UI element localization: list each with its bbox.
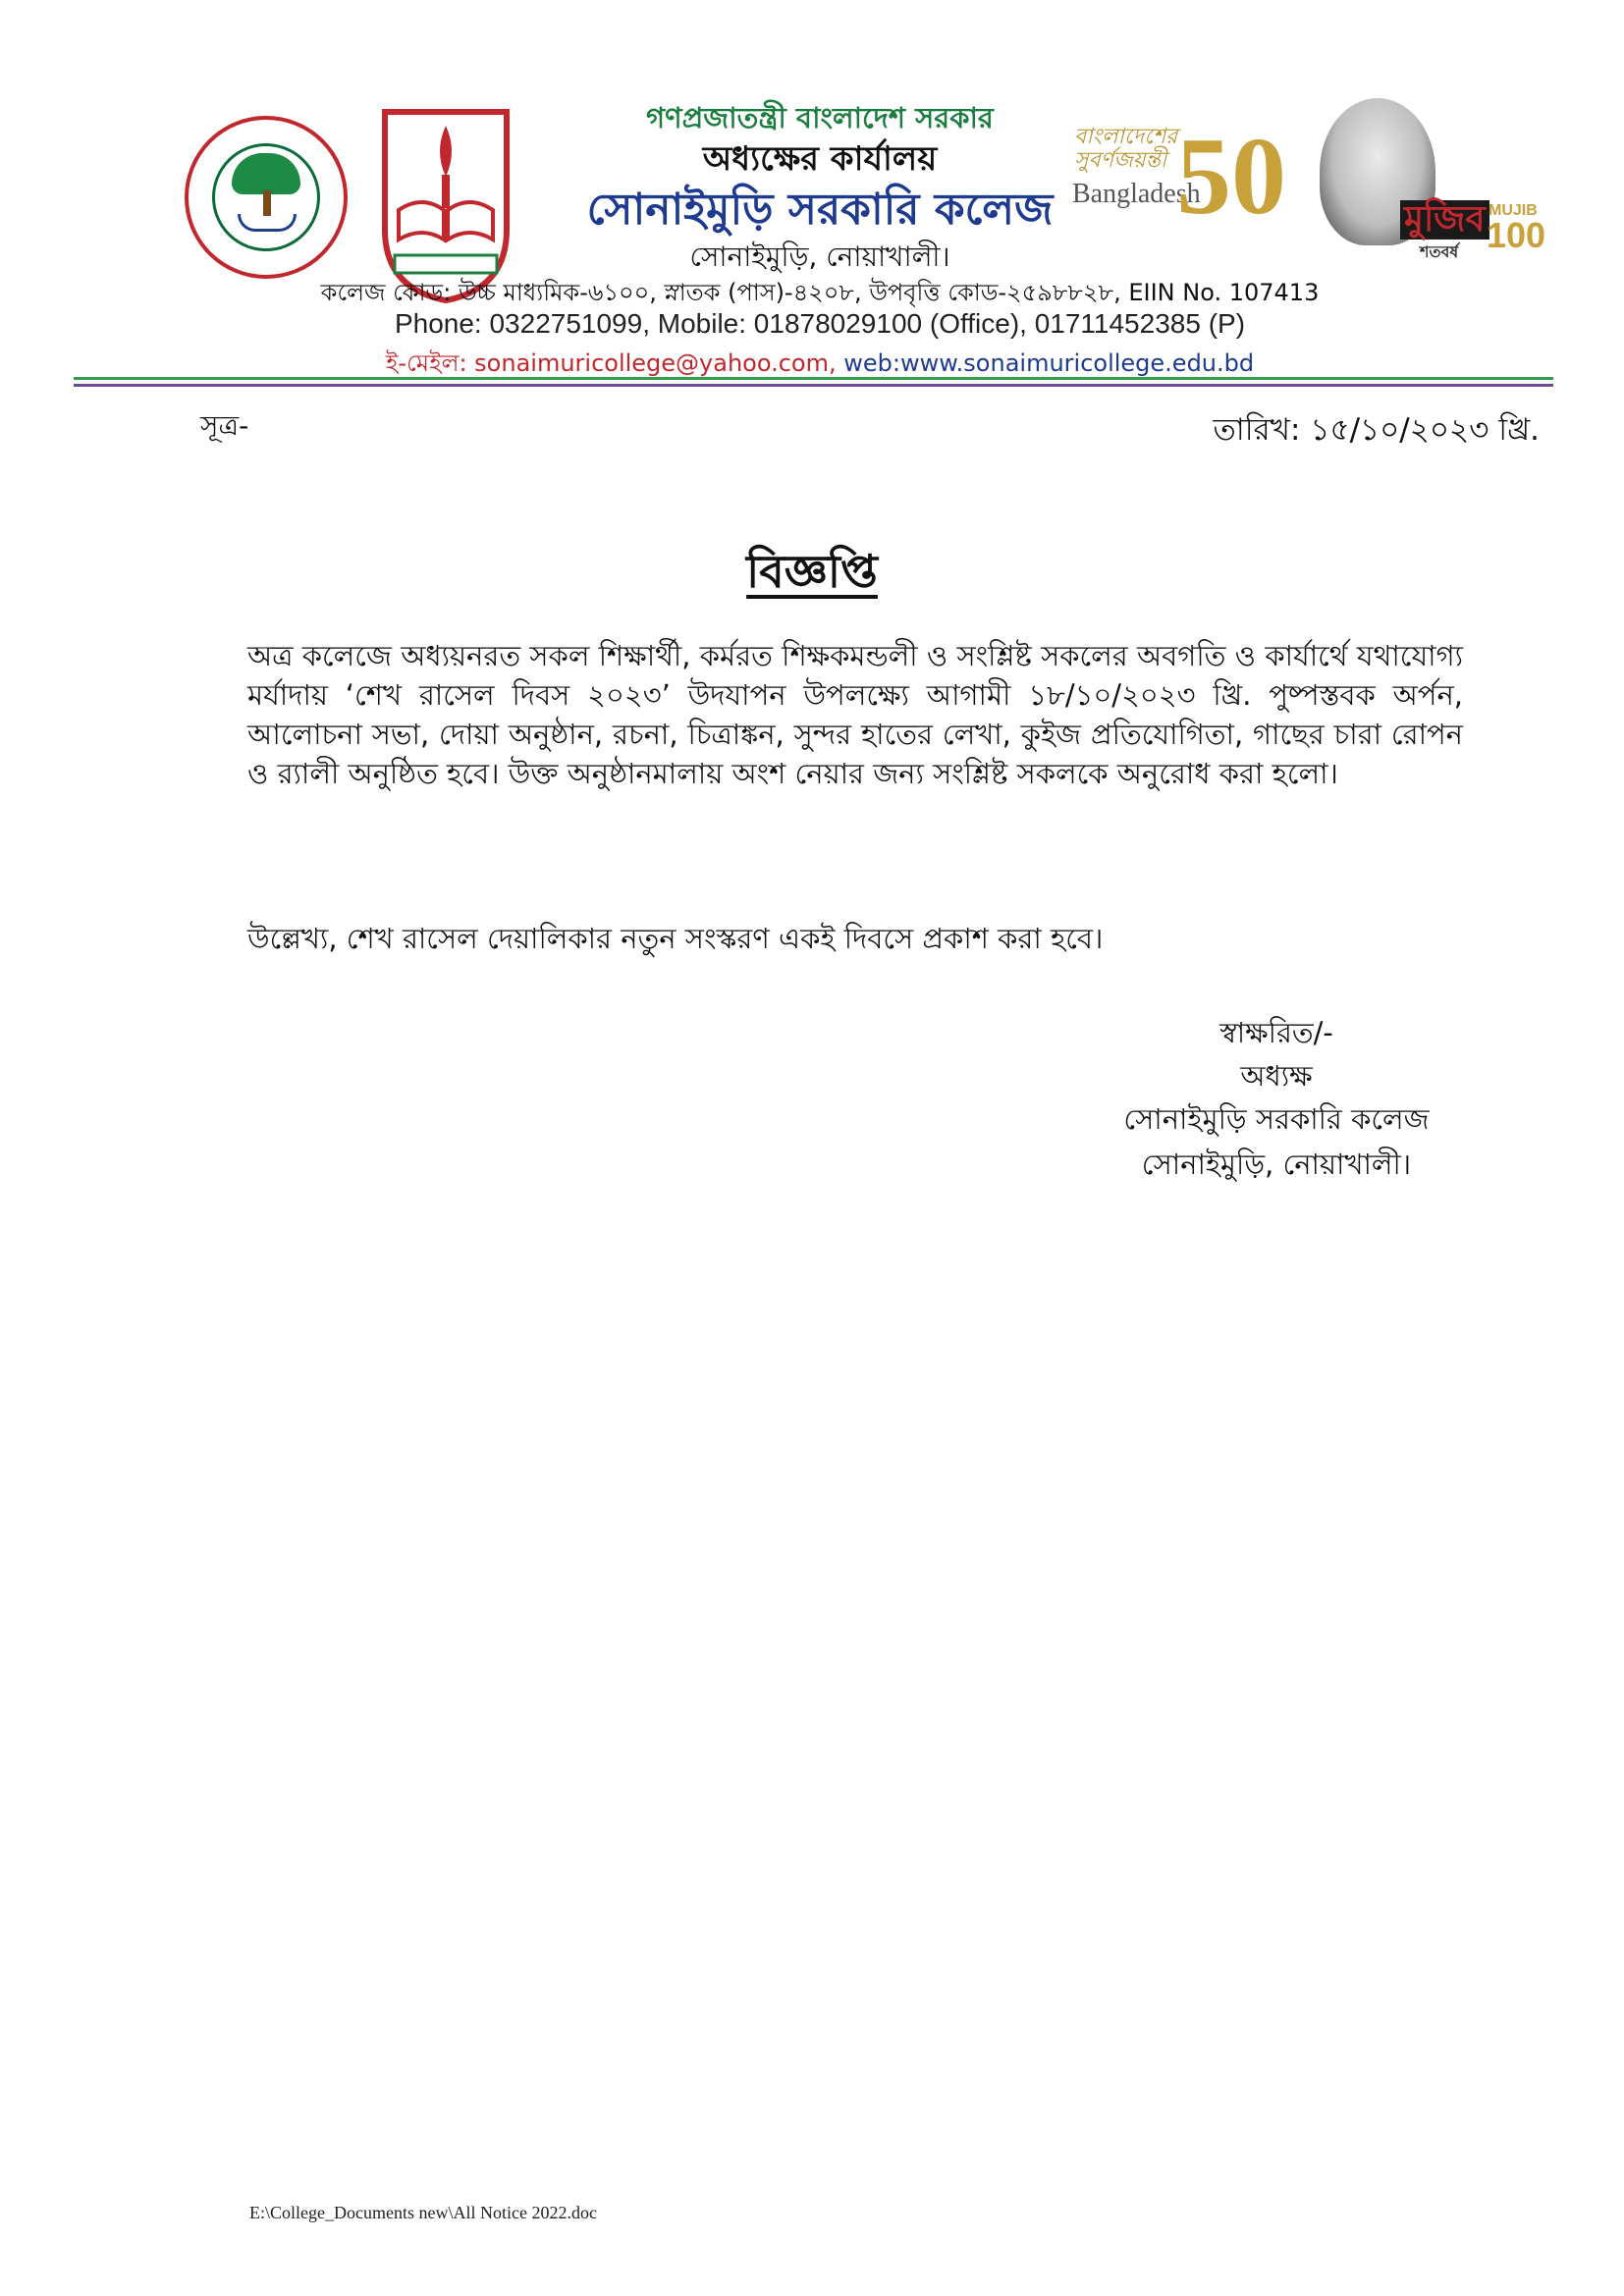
- signature-signed: স্বাক্ষরিত/-: [1219, 1016, 1333, 1049]
- header-email[interactable]: ই-মেইল: sonaimuricollege@yahoo.com,: [385, 349, 837, 377]
- notice-title-text: বিজ্ঞপ্তি: [746, 545, 878, 598]
- notice-title: [0, 538, 1624, 613]
- golden-jubilee-bn: বাংলাদেশের সুবর্ণজয়ন্তী: [1074, 125, 1178, 174]
- signature-role: অধ্যক্ষ: [1240, 1059, 1313, 1093]
- golden-jubilee-number: 50: [1176, 116, 1286, 238]
- reference-label: সূত্র-: [200, 409, 249, 442]
- header-web[interactable]: web:www.sonaimuricollege.edu.bd: [836, 349, 1255, 377]
- signature-college: সোনাইমুড়ি সরকারি কলেজ: [1123, 1102, 1430, 1136]
- mujib-number: 100: [1487, 215, 1546, 255]
- signature-place: সোনাইমুড়ি, নোয়াখালী।: [1141, 1148, 1412, 1181]
- tree-trunk-icon: [263, 190, 271, 216]
- notice-note: উল্লেখ্য, শেখ রাসেল দেয়ালিকার নতুন সংস্করণ একই দিবসে প্রকাশ করা হবে।: [247, 922, 1104, 955]
- footer-file-path: E:\College_Documents new\All Notice 2022.doc: [249, 2203, 597, 2222]
- header-codes: কলেজ কোড: উচ্চ মাধ্যমিক-৬১০০, স্নাতক (পাস)-৪২০৮, উপবৃত্তি কোড-২৫৯৮৮২৮, EIIN No. 107413: [320, 279, 1320, 306]
- book-icon: [238, 214, 297, 232]
- notice-date: তারিখ: ১৫/১০/২০২৩ খ্রি.: [1213, 412, 1540, 448]
- mujib-sub-text: শতবর্ষ: [1420, 242, 1459, 261]
- mujib-en-text: MUJIB: [1489, 202, 1538, 219]
- header-divider-green: [74, 377, 1553, 380]
- header-phone: Phone: 0322751099, Mobile: 01878029100 (Office), 01711452385 (P): [394, 308, 1246, 339]
- header-college-name: সোনাইমুড়ি সরকারি কলেজ: [586, 185, 1054, 235]
- notice-body: অত্র কলেজে অধ্যয়নরত সকল শিক্ষার্থী, কর্মরত শিক্ষকমন্ডলী ও সংশ্লিষ্ট সকলের অবগতি ও কার্যার্থে যথাযোগ্য মর্যাদায় ‘শেখ রাসেল দিবস ২০২৩’ উদযাপন উপলক্ষ্যে আগামী ১৮/১০/২০২৩ খ্রি. পুষ্পস্তবক অর্পন, আলোচনা সভা, দোয়া অনুষ্ঠান, রচনা, চিত্রাঙ্কন, সুন্দর হাতের লেখা, কুইজ প্রতিযোগিতা, গাছের চারা রোপন ও র‍্যালী অনুষ্ঠিত হবে। উক্ত অনুষ্ঠানমালায় অংশ নেয়ার জন্য সংশ্লিষ্ট সকলকে অনুরোধ করা হলো।: [247, 639, 1463, 790]
- golden-jubilee-en: Bangladesh: [1072, 179, 1201, 209]
- header-govt: গণপ্রজাতন্ত্রী বাংলাদেশ সরকার: [646, 101, 994, 134]
- header-divider-purple: [74, 384, 1553, 387]
- header-location: সোনাইমুড়ি, নোয়াখালী।: [689, 240, 950, 273]
- golden-jubilee-logo: [1066, 118, 1294, 255]
- mujib-bn-text: মুজিব: [1400, 200, 1489, 240]
- header-office: অধ্যক্ষের কার্যালয়: [702, 139, 938, 179]
- mujib-100-logo: [1302, 98, 1546, 265]
